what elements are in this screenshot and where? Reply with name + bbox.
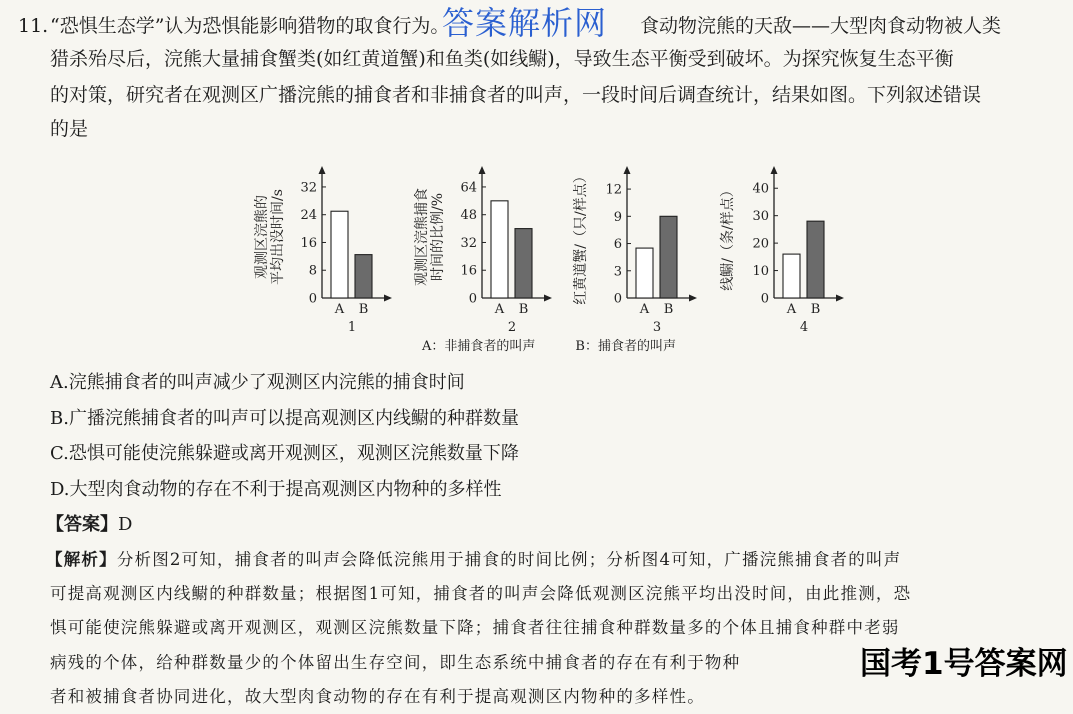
- answer-row: [46, 513, 132, 537]
- question-line-3: 的对策，研究者在观测区广播浣熊的捕食者和非捕食者的叫声，一段时间后调查统计，结果如图。下列叙述错误: [50, 84, 982, 106]
- chart3-y-arrow: [624, 166, 631, 174]
- option-a: A.浣熊捕食者的叫声减少了观测区内浣熊的捕食时间: [50, 372, 465, 393]
- chart1-tick-label: 24: [300, 208, 317, 224]
- chart3-tick-label: 6: [613, 237, 622, 253]
- chart2-number: 2: [507, 320, 517, 335]
- chart1-x-arrow: [384, 295, 392, 302]
- chart4-y-arrow: [771, 166, 778, 174]
- question-line-2: 猎杀殆尽后，浣熊大量捕食蟹类(如红黄道蟹)和鱼类(如线鳚)，导致生态平衡受到破坏。为探究恢复生态平衡: [50, 48, 954, 70]
- answer-value: D: [118, 514, 133, 535]
- chart4-tick-label: 40: [752, 181, 769, 197]
- chart2-category-label: A: [494, 302, 505, 317]
- chart3-y-label: 红黄道蟹/（只/样点）: [573, 169, 589, 305]
- chart4-tick-label: 0: [760, 291, 769, 307]
- chart2-y-label: 观测区浣熊捕食: [414, 188, 430, 286]
- chart2-bar-b: [515, 229, 532, 298]
- chart1-number: 1: [347, 320, 357, 335]
- explanation-line-4: 病残的个体，给种群数量少的个体留出生存空间，即生态系统中捕食者的存在有利于物种: [50, 653, 741, 672]
- chart1-bar-a: [331, 211, 348, 298]
- chart1-y-label: 观测区浣熊的: [254, 195, 270, 279]
- chart1-tick-label: 32: [300, 180, 317, 196]
- chart1-tick-label: 16: [300, 235, 317, 251]
- chart3-category-label: A: [639, 302, 650, 317]
- explanation-text-1: 分析图2可知，捕食者的叫声会降低浣熊用于捕食的时间比例；分析图4可知，广播浣熊捕食者的叫声: [116, 550, 902, 569]
- chart3-bar-b: [660, 216, 677, 298]
- answer-label: 【答案】: [46, 514, 118, 535]
- chart2-tick-label: 64: [460, 180, 477, 196]
- chart4-x-arrow: [836, 295, 844, 302]
- watermark-top: 答案解析网: [442, 4, 608, 42]
- chart2-y-arrow: [479, 166, 486, 174]
- chart1-tick-label: 8: [308, 263, 317, 279]
- chart4-number: 4: [799, 320, 809, 335]
- chart1-category-label: B: [358, 302, 369, 317]
- chart3-x-arrow: [689, 295, 697, 302]
- watermark-bottom: 国考1号答案网: [856, 646, 1072, 682]
- chart1-category-label: A: [334, 302, 345, 317]
- chart2-tick-label: 0: [468, 291, 477, 307]
- chart4-y-label: 线鳚/（条/样点）: [720, 183, 736, 291]
- question-line-1: “恐惧生态学”认为恐惧能影响猎物的取食行为。: [50, 15, 450, 37]
- chart3-tick-label: 3: [613, 264, 622, 280]
- chart3-tick-label: 12: [605, 182, 622, 198]
- option-c: C.恐惧可能使浣熊躲避或离开观测区，观测区浣熊数量下降: [50, 443, 519, 464]
- question-number: 11.: [18, 15, 49, 37]
- explanation-line-5: 者和被捕食者协同进化，故大型肉食动物的存在有利于提高观测区内物种的多样性。: [50, 687, 705, 706]
- chart3-number: 3: [652, 320, 662, 335]
- chart1-bar-b: [355, 255, 372, 298]
- chart4-tick-label: 10: [752, 264, 769, 280]
- legend-b: B：捕食者的叫声: [575, 339, 676, 354]
- chart3-tick-label: 9: [613, 209, 622, 225]
- legend-a: A：非捕食者的叫声: [422, 339, 536, 354]
- chart1-y-arrow: [319, 166, 326, 174]
- chart3-tick-label: 0: [613, 291, 622, 307]
- option-b: B.广播浣熊捕食者的叫声可以提高观测区内线鳚的种群数量: [50, 408, 519, 429]
- chart1-tick-label: 0: [308, 291, 317, 307]
- chart1-y-label: 平均出没时间/s: [270, 189, 286, 285]
- chart-legend: [422, 338, 716, 356]
- chart2-tick-label: 32: [460, 235, 477, 251]
- chart4-bar-a: [783, 254, 800, 298]
- chart2-x-arrow: [544, 295, 552, 302]
- chart2-category-label: B: [518, 302, 529, 317]
- question-line-4: 的是: [50, 118, 89, 140]
- chart2-tick-label: 48: [460, 208, 477, 224]
- chart2-bar-a: [491, 201, 508, 298]
- chart2-y-label: 时间的比例/%: [430, 192, 446, 282]
- explanation-label: 【解析】: [46, 550, 117, 569]
- question-line-1-tail: 食动物浣熊的天敌——大型肉食动物被人类: [640, 15, 1002, 37]
- option-d: D.大型肉食动物的存在不利于提高观测区内物种的多样性: [50, 479, 502, 500]
- explanation-line-3: 惧可能使浣熊躲避或离开观测区，观测区浣熊数量下降；捕食者往往捕食种群数量多的个体且捕食种群中老弱: [50, 618, 900, 637]
- chart3-category-label: B: [663, 302, 674, 317]
- explanation-line-2: 可提高观测区内线鳚的种群数量；根据图1可知，捕食者的叫声会降低观测区浣熊平均出没时间，由此推测，恐: [50, 584, 912, 603]
- chart4-tick-label: 30: [752, 209, 769, 225]
- chart4-bar-b: [807, 221, 824, 298]
- chart4-category-label: A: [786, 302, 797, 317]
- chart4-tick-label: 20: [752, 236, 769, 252]
- chart2-tick-label: 16: [460, 263, 477, 279]
- chart3-bar-a: [636, 248, 653, 298]
- chart4-category-label: B: [810, 302, 821, 317]
- explanation-line-1: [46, 548, 901, 572]
